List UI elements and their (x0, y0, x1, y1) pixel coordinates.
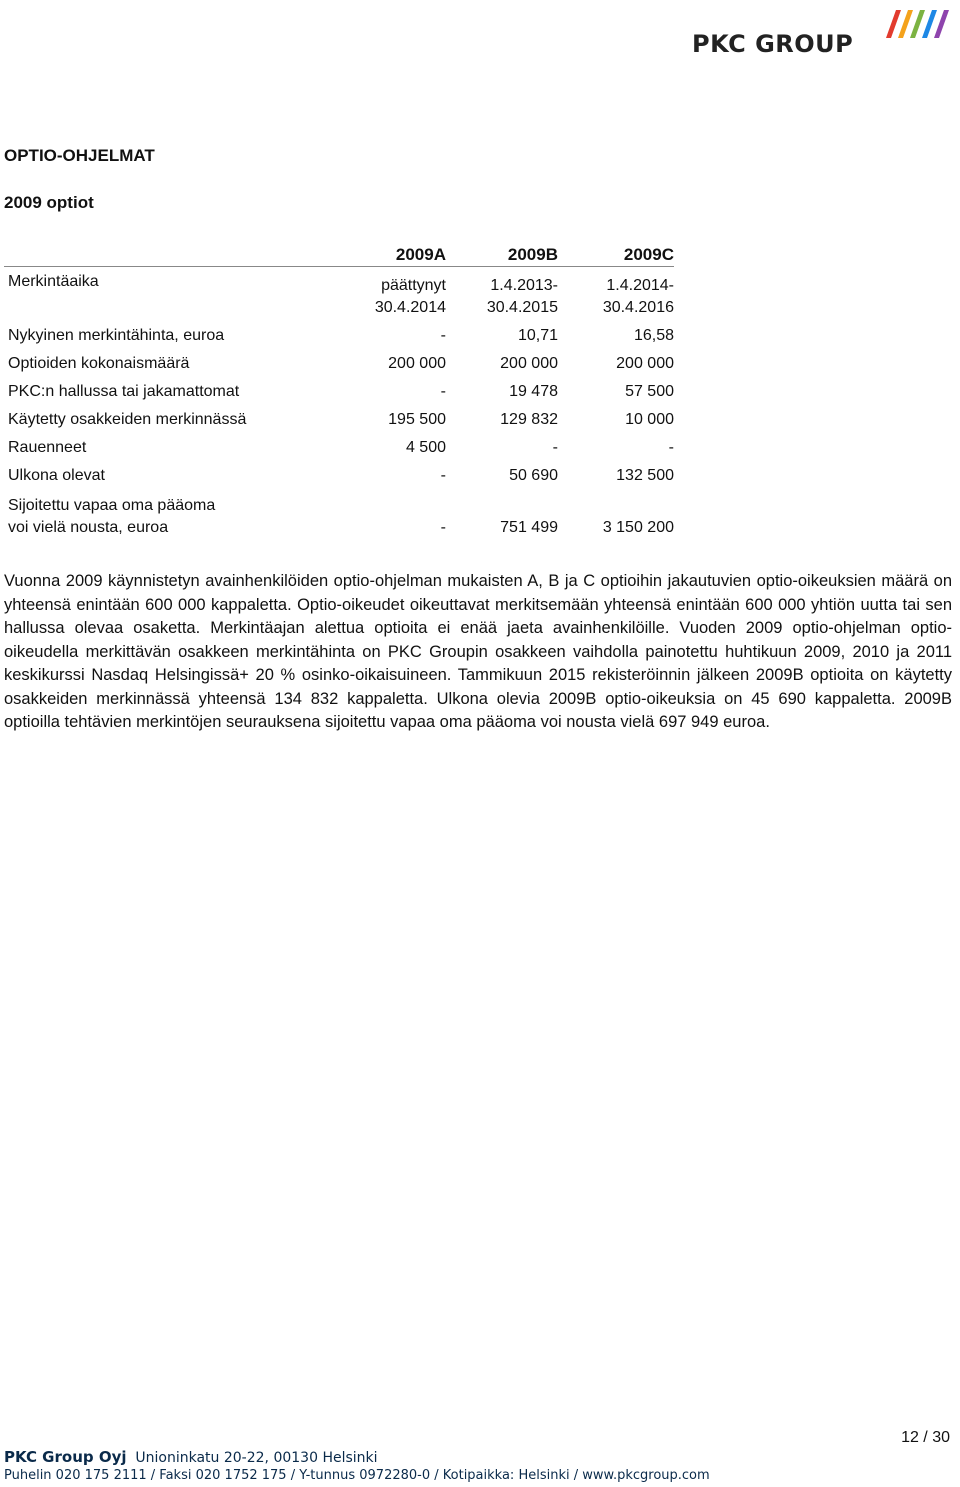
page-heading: OPTIO-OHJELMAT (4, 146, 155, 165)
footer-contact: Puhelin 020 175 2111 / Faksi 020 1752 175 / Y-tunnus 0972280-0 / Kotipaikka: Helsinki / www.pkcgroup.com (4, 1468, 710, 1483)
column-header: 2009C (623, 245, 674, 264)
table-cell: 4 500 (405, 439, 446, 456)
period-end: 30.4.2014 (374, 299, 446, 316)
row-label: Merkintäaika (8, 273, 99, 290)
period-start: 1.4.2014- (606, 277, 674, 294)
period-start: päättynyt (381, 277, 446, 294)
table-row (4, 487, 674, 539)
table-cell: - (440, 467, 446, 484)
table-cell: - (552, 439, 558, 456)
row-label: Rauenneet (8, 439, 87, 456)
row-label: Käytetty osakkeiden merkinnässä (8, 411, 247, 428)
table-cell: 19 478 (509, 383, 558, 400)
table-cell: 200 000 (616, 355, 674, 372)
table-cell: 132 500 (616, 467, 674, 484)
table-cell: 751 499 (500, 519, 558, 536)
table-cell: 57 500 (625, 383, 674, 400)
table-cell: 129 832 (500, 411, 558, 428)
header-empty (4, 240, 338, 267)
table-header-row (4, 240, 674, 267)
table-row (4, 375, 674, 403)
table-cell: 3 150 200 (602, 519, 674, 536)
period-start: 1.4.2013- (490, 277, 558, 294)
footer (4, 1448, 710, 1485)
table-cell: 10,71 (517, 327, 558, 344)
table-row (4, 319, 674, 347)
row-label-line: voi vielä nousta, euroa (8, 519, 169, 536)
options-table (4, 240, 674, 539)
body-paragraph: Vuonna 2009 käynnistetyn avainhenkilöiden optio-ohjelman mukaisten A, B ja C optioihin jakautuvien optio-oikeuksien määrä on yhteensä enintään 600 000 kappaletta. Optio-oikeudet oikeuttavat merkitsemään yhteensä enintään 600 000 yhtiön uutta tai sen hallussa olevaa osaketta. Merkintäajan alettua optioita ei enää jaeta avainhenkilöille. Vuoden 2009 optio-ohjelman optio-oikeudella merkittävän osakkeen merkintähinta on PKC Groupin osakkeen vaihdolla painotettu huhtikuun 2009, 2010 ja 2011 keskikurssi Nasdaq Helsingissä+ 20 % osinko-oikaisuineen. Tammikuun 2015 rekisteröinnin jälkeen 2009B optioita on käytetty osakkeiden merkinnässä yhteensä 134 832 kappaletta. Ulkona olevia 2009B optio-oikeuksia on 45 690 kappaletta. 2009B optioilla tehtävien merkintöjen seurauksena sijoitettu vapaa oma pääoma voi nousta vielä 697 949 euroa. (4, 572, 952, 731)
table-cell (446, 267, 558, 320)
row-label: Ulkona olevat (8, 467, 105, 484)
table-cell: - (440, 327, 446, 344)
table-row (4, 267, 674, 320)
table-cell: 195 500 (388, 411, 446, 428)
page-number: 12 / 30 (901, 1429, 950, 1446)
table-cell: - (668, 439, 674, 456)
pkc-group-logo (692, 4, 952, 60)
table-cell (558, 267, 674, 320)
table-cell: - (440, 383, 446, 400)
period-end: 30.4.2015 (486, 299, 558, 316)
table-row (4, 431, 674, 459)
table-cell: 200 000 (388, 355, 446, 372)
table-row (4, 459, 674, 487)
footer-line-1 (4, 1448, 710, 1467)
row-label: Optioiden kokonaismäärä (8, 355, 190, 372)
footer-address: Unioninkatu 20-22, 00130 Helsinki (135, 1450, 378, 1466)
logo-stripes-icon (882, 6, 952, 40)
row-label (4, 487, 338, 539)
section-heading: 2009 optiot (4, 193, 94, 212)
row-label: Nykyinen merkintähinta, euroa (8, 327, 225, 344)
column-header: 2009B (507, 245, 558, 264)
table-cell: 50 690 (509, 467, 558, 484)
period-end: 30.4.2016 (602, 299, 674, 316)
table-cell: 16,58 (633, 327, 674, 344)
table-row (4, 403, 674, 431)
table-cell: - (440, 519, 446, 536)
table-cell: 200 000 (500, 355, 558, 372)
footer-company: PKC Group Oyj (4, 1448, 127, 1466)
table-row (4, 347, 674, 375)
row-label: PKC:n hallussa tai jakamattomat (8, 383, 240, 400)
table-cell: 10 000 (625, 411, 674, 428)
column-header: 2009A (395, 245, 446, 264)
row-label-line: Sijoitettu vapaa oma pääoma (8, 497, 216, 514)
logo-text: PKC GROUP (692, 30, 854, 58)
table-cell (338, 267, 446, 320)
